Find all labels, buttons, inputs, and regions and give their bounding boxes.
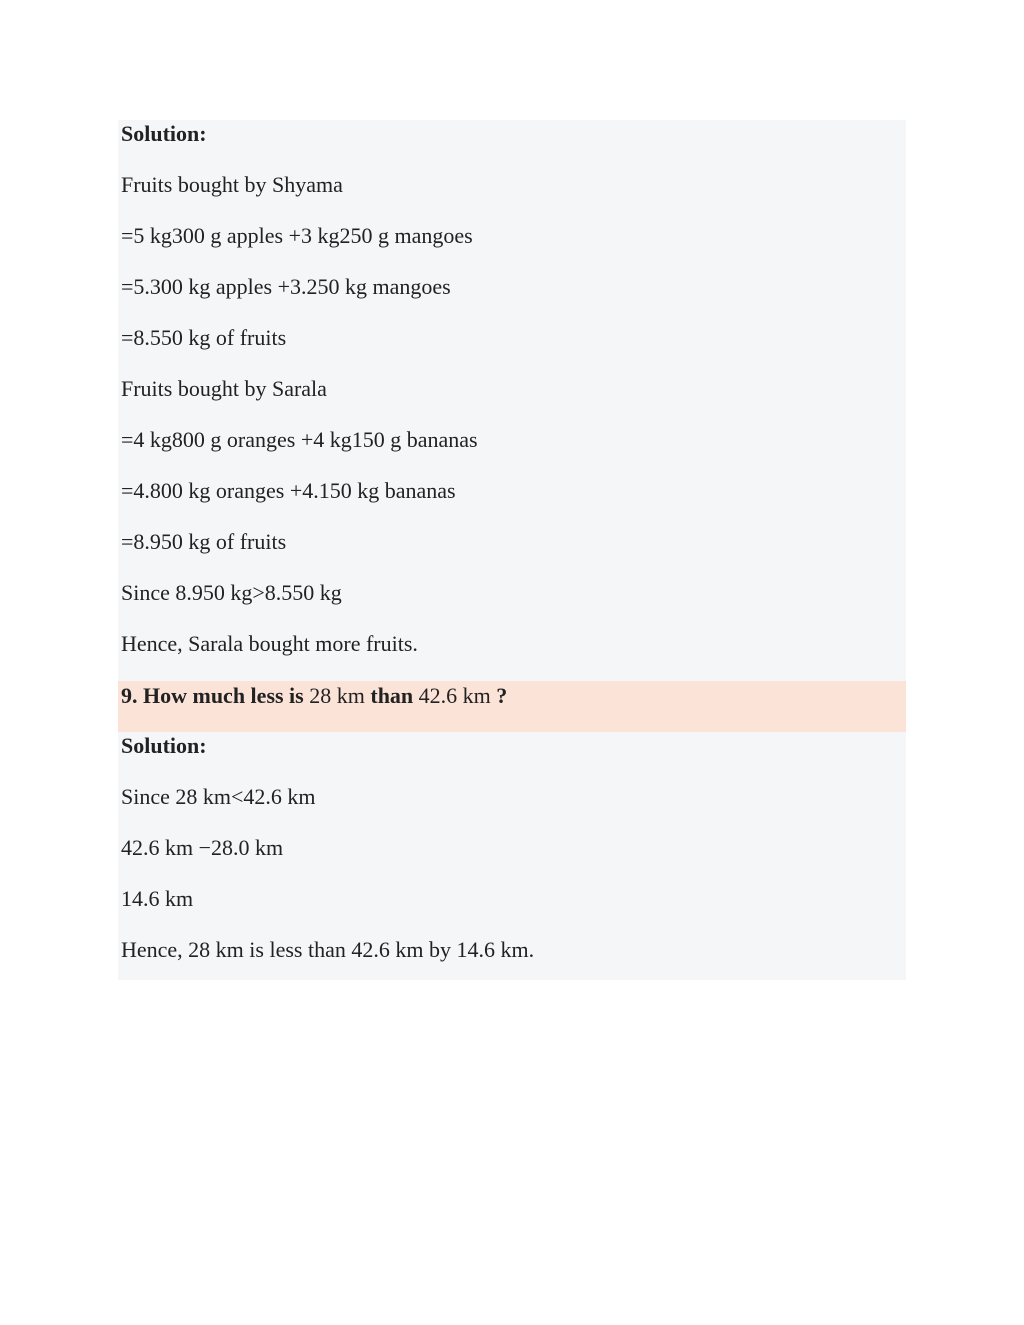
question-middle: than	[370, 683, 414, 708]
question-prefix: 9. How much less is	[121, 683, 304, 708]
solution-line: 14.6 km	[118, 885, 906, 936]
solution-line: =8.550 kg of fruits	[118, 324, 906, 375]
solution-line: 42.6 km −28.0 km	[118, 834, 906, 885]
question-value-1: 28 km	[309, 683, 365, 708]
solution-line: =4 kg800 g oranges +4 kg150 g bananas	[118, 426, 906, 477]
question-suffix: ?	[496, 683, 508, 708]
document-content	[118, 120, 906, 980]
solution-line: Hence, 28 km is less than 42.6 km by 14.6 km.	[118, 936, 906, 980]
solution-line: Fruits bought by Sarala	[118, 375, 906, 426]
solution-line: =4.800 kg oranges +4.150 kg bananas	[118, 477, 906, 528]
solution-line: Since 28 km<42.6 km	[118, 783, 906, 834]
solution-line: Since 8.950 kg>8.550 kg	[118, 579, 906, 630]
solution-line: =8.950 kg of fruits	[118, 528, 906, 579]
solution-heading: Solution:	[118, 120, 906, 171]
question-value-2: 42.6 km	[418, 683, 491, 708]
solution-line: Hence, Sarala bought more fruits.	[118, 630, 906, 681]
solution-line: Fruits bought by Shyama	[118, 171, 906, 222]
solution-line: =5 kg300 g apples +3 kg250 g mangoes	[118, 222, 906, 273]
solution-line: =5.300 kg apples +3.250 kg mangoes	[118, 273, 906, 324]
question-9	[118, 681, 906, 732]
solution-heading: Solution:	[118, 732, 906, 783]
